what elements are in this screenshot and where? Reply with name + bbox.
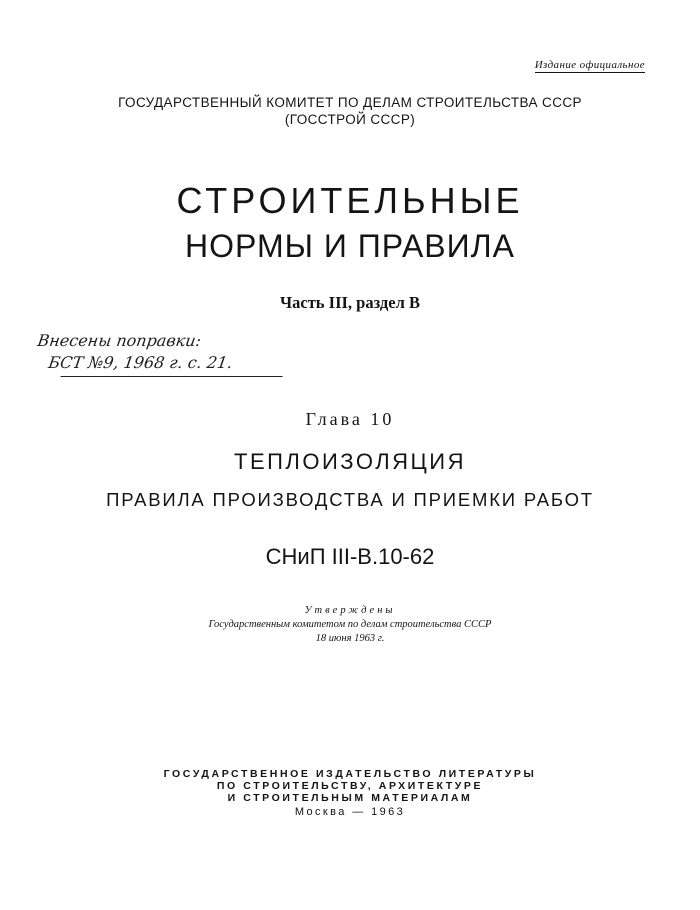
approval-date: 18 июня 1963 г. bbox=[315, 633, 385, 644]
committee-name: ГОСУДАРСТВЕННЫЙ КОМИТЕТ ПО ДЕЛАМ СТРОИТЕЛЬСТВА СССР bbox=[118, 95, 582, 110]
committee-abbreviation: (ГОССТРОЙ СССР) bbox=[284, 112, 416, 127]
snip-code: СНиП III-В.10-62 bbox=[265, 544, 435, 569]
approval-heading: Утверждены bbox=[304, 605, 396, 616]
publisher-line1: ГОСУДАРСТВЕННОЕ ИЗДАТЕЛЬСТВО ЛИТЕРАТУРЫ bbox=[163, 768, 537, 780]
publisher-line3: И СТРОИТЕЛЬНЫМ МАТЕРИАЛАМ bbox=[227, 792, 473, 804]
document-title-line2: НОРМЫ И ПРАВИЛА bbox=[185, 228, 515, 264]
publisher-line2: ПО СТРОИТЕЛЬСТВУ, АРХИТЕКТУРЕ bbox=[216, 780, 484, 792]
chapter-label: Глава 10 bbox=[305, 409, 395, 429]
city-year: Москва — 1963 bbox=[294, 806, 406, 818]
committee-header bbox=[0, 94, 700, 128]
handwritten-note-line1: Внесены поправки: bbox=[36, 331, 203, 350]
publisher-block bbox=[0, 768, 700, 804]
chapter-subtitle: ПРАВИЛА ПРОИЗВОДСТВА И ПРИЕМКИ РАБОТ bbox=[106, 489, 594, 510]
approval-authority: Государственным комитетом по делам строительства СССР bbox=[208, 619, 492, 630]
handwritten-underline bbox=[60, 376, 282, 377]
handwritten-note-line2: БСТ №9, 1968 г. с. 21. bbox=[47, 353, 234, 372]
official-edition-label: Издание официальное bbox=[534, 59, 645, 71]
handwritten-amendment-note bbox=[33, 330, 237, 374]
chapter-subject: ТЕПЛОИЗОЛЯЦИЯ bbox=[234, 449, 466, 474]
document-title-line1: СТРОИТЕЛЬНЫЕ bbox=[176, 180, 524, 221]
part-section-label: Часть III, раздел В bbox=[280, 293, 420, 312]
approval-block bbox=[0, 604, 700, 646]
